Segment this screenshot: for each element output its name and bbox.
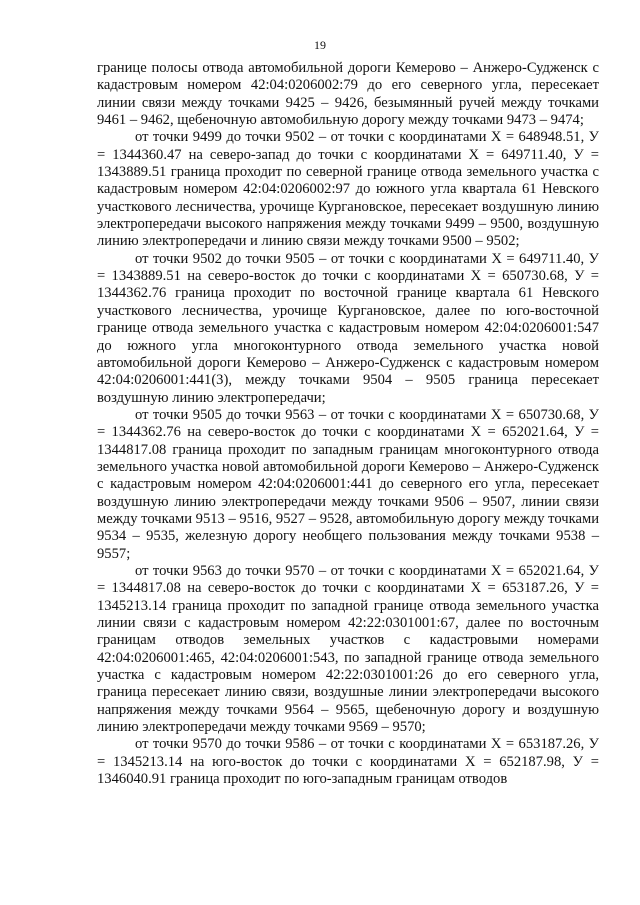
page-number: 19 xyxy=(314,38,326,52)
paragraph: от точки 9499 до точки 9502 – от точки с координатами X = 648948.51, У = 1344360.47 на северо-запад до точки с координатами X = 649711.40, У = 1343889.51 граница проходит по северной границе отвода земельного участка с кадастровым номером 42:04:0206002:97 до южного угла квартала 61 Невского участкового лесничества, урочище Кургановское, пересекает воздушную линию электропередачи высокого напряжения между точками 9499 – 9500, воздушную линию электропередачи и линию связи между точками 9500 – 9502; xyxy=(97,129,599,250)
paragraph: от точки 9570 до точки 9586 – от точки с координатами X = 653187.26, У = 1345213.14 на юго-восток до точки с координатами X = 652187.98, У = 1346040.91 граница проходит по юго-западным границам отводов xyxy=(97,736,599,788)
paragraph: от точки 9505 до точки 9563 – от точки с координатами X = 650730.68, У = 1344362.76 на северо-восток до точки с координатами X = 652021.64, У = 1344817.08 граница проходит по западным границам многоконтурного отвода земельного участка новой автомобильной дороги Кемерово – Анжеро-Судженск с кадастровым номером 42:04:0206001:441 до северного его угла, пересекает воздушную линию электропередачи между точками 9506 – 9507, линии связи между точками 9513 – 9516, 9527 – 9528, автомобильную дорогу между точками 9534 – 9535, железную дорогу необщего пользования между точками 9538 – 9557; xyxy=(97,406,600,562)
document-body xyxy=(97,60,599,788)
paragraph: от точки 9563 до точки 9570 – от точки с координатами X = 652021.64, У = 1344817.08 на северо-восток до точки с координатами X = 653187.26, У = 1345213.14 граница проходит по западной границе отвода земельного участка линии связи с кадастровым номером 42:22:0301001:67, далее по восточным границам отводов земельных участков с кадастровыми номерами 42:04:0206001:465, 42:04:0206001:543, по западной границе отвода земельного участка с кадастровым номером 42:22:0301001:26 до его северного угла, граница пересекает линию связи, воздушные линии электропередачи высокого напряжения между точками 9564 – 9565, щебеночную дорогу и воздушную линию электропередачи между точками 9569 – 9570; xyxy=(97,562,599,736)
paragraph: от точки 9502 до точки 9505 – от точки с координатами X = 649711.40, У = 1343889.51 на северо-восток до точки с координатами X = 650730.68, У = 1344362.76 граница проходит по восточной границе квартала 61 Невского участкового лесничества, урочище Кургановское, далее по юго-восточной границе отвода земельного участка с кадастровым номером 42:04:0206001:547 до южного угла многоконтурного отвода земельного участка новой автомобильной дороги Кемерово – Анжеро-Судженск с кадастровым номером 42:04:0206001:441(3), между точками 9504 – 9505 граница пересекает воздушную линию электропередачи; xyxy=(97,250,599,406)
paragraph: границе полосы отвода автомобильной дороги Кемерово – Анжеро-Судженск с кадастровым номером 42:04:0206002:79 до его северного угла, пересекает линии связи между точками 9425 – 9426, безымянный ручей между точками 9461 – 9462, щебеночную автомобильную дорогу между точками 9473 – 9474; xyxy=(97,60,599,129)
